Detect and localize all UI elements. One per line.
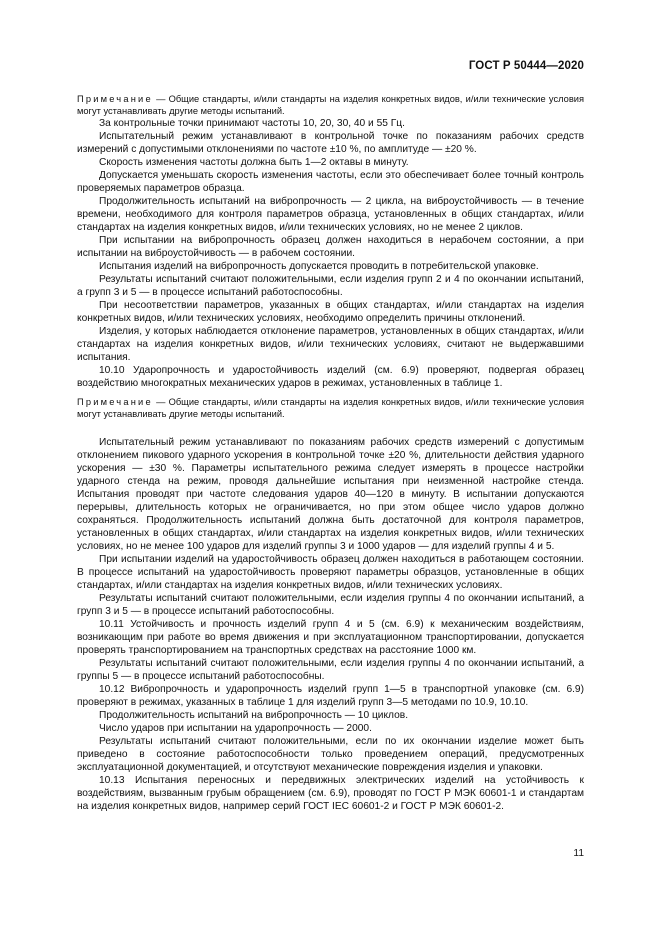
paragraph: Допускается уменьшать скорость изменения частоты, если это обеспечивает более точный контроль проверяемых параметров образца. — [77, 170, 584, 194]
paragraph: Результаты испытаний считают положительными, если изделия группы 4 по окончании испытаний, а группы 5 — в процессе испытаний работоспособны. — [77, 658, 584, 682]
paragraph: За контрольные точки принимают частоты 10, 20, 30, 40 и 55 Гц. — [99, 118, 405, 129]
document-id-header: ГОСТ Р 50444—2020 — [468, 60, 584, 72]
paragraph: Испытательный режим устанавливают в контрольной точке по показаниям рабочих средств измерений с допустимыми отклонениями по частоте ±10 %, по амплитуде — ±20 %. — [77, 131, 584, 155]
paragraph: Изделия, у которых наблюдается отклонение параметров, установленных в общих стандартах, и/или стандартах на изделия конкретных видов, и/или технических условиях, считают не выдержавшими испытания. — [77, 326, 584, 363]
note-text: — Общие стандарты, и/или стандарты на изделия конкретных видов, и/или технические условия могут устанавливать другие методы испытаний. — [77, 397, 584, 419]
paragraph: Продолжительность испытаний на вибропрочность — 10 циклов. — [99, 710, 409, 721]
section-10-11: 10.11 Устойчивость и прочность изделий групп 4 и 5 (см. 6.9) к механическим воздействиям, возникающим при работе во время движения и при эксплуатационном транспортировании, допускается проверять транспортированием на транспортных средствах на расстояние 1000 км. — [77, 619, 584, 656]
paragraph: Продолжительность испытаний на вибропрочность — 2 цикла, на виброустойчивость — в течение времени, необходимого для контроля параметров образца, установленных в общих стандартах, и/или стандартах на изделия конкретных видов, и/или технических условиях, но не менее 2 циклов. — [77, 196, 584, 233]
note-block — [77, 396, 584, 420]
note-lead: Примечание — [77, 397, 153, 407]
section-10-10: 10.10 Ударопрочность и ударостойчивость изделий (см. 6.9) проверяют, подвергая образец воздействию многократных механических ударов в режимах, установленных в таблице 1. — [77, 365, 584, 389]
note-text: — Общие стандарты, и/или стандарты на изделия конкретных видов, и/или технические условия могут устанавливать другие методы испытаний. — [77, 94, 584, 116]
paragraph: Результаты испытаний считают положительными, если изделия групп 2 и 4 по окончании испытаний, а групп 3 и 5 — в процессе испытаний работоспособны. — [77, 274, 584, 298]
page-number: 11 — [573, 848, 584, 859]
paragraph: Число ударов при испытании на ударопрочность — 2000. — [99, 723, 372, 734]
section-10-12: 10.12 Вибропрочность и ударопрочность изделий групп 1—5 в транспортной упаковке (см. 6.9) проверяют в режимах, указанных в таблице 1 для изделий групп 3—5 методами по 10.9, 10.10. — [77, 684, 584, 708]
paragraph: При испытании на вибропрочность образец должен находиться в нерабочем состоянии, а при испытании на виброустойчивость — в рабочем состоянии. — [77, 235, 584, 259]
section-10-13: 10.13 Испытания переносных и передвижных электрических изделий на устойчивость к воздействиям, вызванным грубым обращением (см. 6.9), проводят по ГОСТ Р МЭК 60601-1 и стандартам на изделия конкретных видов, например серий ГОСТ IEC 60601-2 и ГОСТ Р МЭК 60601-2. — [77, 775, 584, 812]
paragraph: Результаты испытаний считают положительными, если по их окончании изделие может быть приведено в состояние работоспособности только проведением операций, предусмотренных эксплуатационной документацией, и отсутствуют механические повреждения изделия и упаковки. — [77, 736, 584, 773]
note-block — [77, 93, 584, 117]
paragraph: При испытании изделий на ударостойчивость образец должен находиться в работающем состоянии. В процессе испытаний на ударостойчивость проверяют параметры образцов, установленные в общих стандартах, и/или стандартах на изделия конкретных видов, и/или технических условиях. — [77, 554, 584, 591]
paragraph: Скорость изменения частоты должна быть 1—2 октавы в минуту. — [99, 157, 409, 168]
page-body — [77, 93, 584, 813]
paragraph: Испытания изделий на вибропрочность допускается проводить в потребительской упаковке. — [99, 261, 539, 272]
paragraph: Результаты испытаний считают положительными, если изделия группы 4 по окончании испытаний, а групп 3 и 5 — в процессе испытаний работоспособны. — [77, 593, 584, 617]
paragraph: Испытательный режим устанавливают по показаниям рабочих средств измерений с допустимым отклонением пикового ударного ускорения в контрольной точке ±20 %, длительности действия ударного ускорения — ±30 %. Параметры испытательного режима следует измерять в процессе настройки ударного стенда на режим, проводя дальнейшие испытания при неизменной настройке стенда. Испытания проводят при частоте следования ударов 40—120 в минуту. В испытании допускаются перерывы, длительность которых не ограничивается, но при этом общее число ударов должно сохраняться. Продолжительность испытаний должна быть достаточной для контроля параметров, установленных в общих стандартах, и/или стандартах на изделия конкретных видов, и/или технических условиях, но не менее 100 ударов для изделий группы 3 и 1000 ударов — для изделий группы 4 и 5. — [77, 437, 584, 552]
note-lead: Примечание — [77, 94, 153, 104]
paragraph: При несоответствии параметров, указанных в общих стандартах, и/или стандартах на изделия конкретных видов, и/или технических условиях, необходимо определить причины отклонений. — [77, 300, 584, 324]
